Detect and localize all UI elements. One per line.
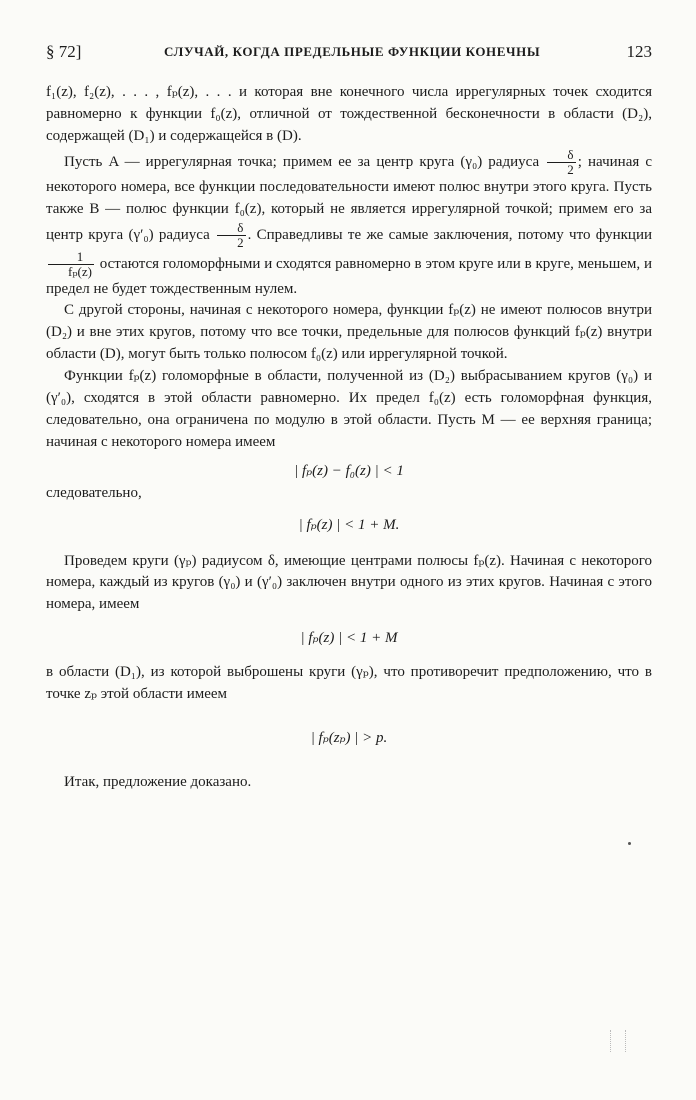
fraction-delta-half-1 — [547, 148, 576, 177]
paragraph-6: Проведем круги (γₚ) радиусом δ, имеющие центрами полюсы fₚ(z). Начиная с некоторого номера, каждый из кругов (γ₀) и (γ′₀) заключен внутри одного из этих кругов. Начиная с этого номера, имеем — [46, 552, 652, 613]
paragraph-2-part-c: . Справедливы те же самые заключения, потому что функции — [247, 226, 653, 243]
fraction-one-over-f — [48, 250, 94, 279]
paragraph-3: С другой стороны, начиная с некоторого номера, функции fₚ(z) не имеют полюсов внутри (D₂) и вне этих кругов, потому что все точки, предельные для полюсов функций fₚ(z) внутри области (D), могут быть только полюсом f₀(z) или иррегулярной точкой. — [46, 302, 652, 363]
section-number: § 72] — [46, 42, 82, 61]
fraction-numerator: δ — [547, 148, 576, 163]
paragraph-7: в области (D₁), из которой выброшены круги (γₚ), что противоречит предположению, что в точке zₚ этой области имеем — [46, 664, 652, 703]
scan-speck — [628, 842, 631, 845]
fraction-denominator: 2 — [237, 234, 244, 250]
paragraph-2-part-d: остаются голоморфными и сходятся равномерно в этом круге или в круге, меньшем, и предел не будет тождественным нулем. — [46, 255, 652, 297]
page-body — [46, 82, 652, 794]
fraction-denominator: 2 — [567, 161, 574, 177]
paragraph-2-part-a: Пусть A — иррегулярная точка; примем ее за центр круга (γ₀) радиуса — [64, 153, 540, 170]
formula-3: | fₚ(z) | < 1 + M — [300, 630, 398, 647]
fraction-numerator: 1 — [48, 250, 94, 265]
fraction-denominator: fₚ(z) — [68, 263, 92, 279]
page-header — [46, 42, 652, 70]
paragraph-1: f₁(z), f₂(z), . . . , fₚ(z), . . . и которая вне конечного числа иррегулярных точек сходится равномерно к функции f₀(z), отличной от тождественной бесконечности в области (D₂), содержащей (D₁) и содержащейся в (D). — [46, 84, 652, 144]
scan-mark — [610, 1030, 626, 1052]
paragraph-8: Итак, предложение доказано. — [64, 773, 252, 790]
running-title: СЛУЧАЙ, КОГДА ПРЕДЕЛЬНЫЕ ФУНКЦИИ КОНЕЧНЫ — [164, 44, 541, 59]
paragraph-2 — [46, 148, 652, 301]
formula-1: | fₚ(z) − f₀(z) | < 1 — [294, 462, 404, 479]
formula-4: | fₚ(zₚ) | > p. — [310, 729, 388, 746]
formula-2: | fₚ(z) | < 1 + M. — [298, 516, 400, 533]
fraction-delta-half-2 — [217, 221, 246, 250]
page-number: 123 — [626, 42, 652, 61]
paragraph-4: Функции fₚ(z) голоморфные в области, полученной из (D₂) выбрасыванием кругов (γ₀) и (γ′₀), сходятся в этой области равномерно. Их предел f₀(z) есть голоморфная функция, следовательно, она ограничена по модулю в этой области. Пусть M — ее верхняя граница; начиная с некоторого номера имеем — [46, 368, 652, 450]
fraction-numerator: δ — [217, 221, 246, 236]
paragraph-2-part-b: ; начиная с некоторого номера, все функции последовательности имеют полюс внутри этого круга. Пусть также B — полюс функции f₀(z), который не является иррегулярной точкой; примем его за центр круга (γ′₀) радиуса — [46, 153, 653, 243]
paragraph-5: следовательно, — [46, 484, 142, 501]
